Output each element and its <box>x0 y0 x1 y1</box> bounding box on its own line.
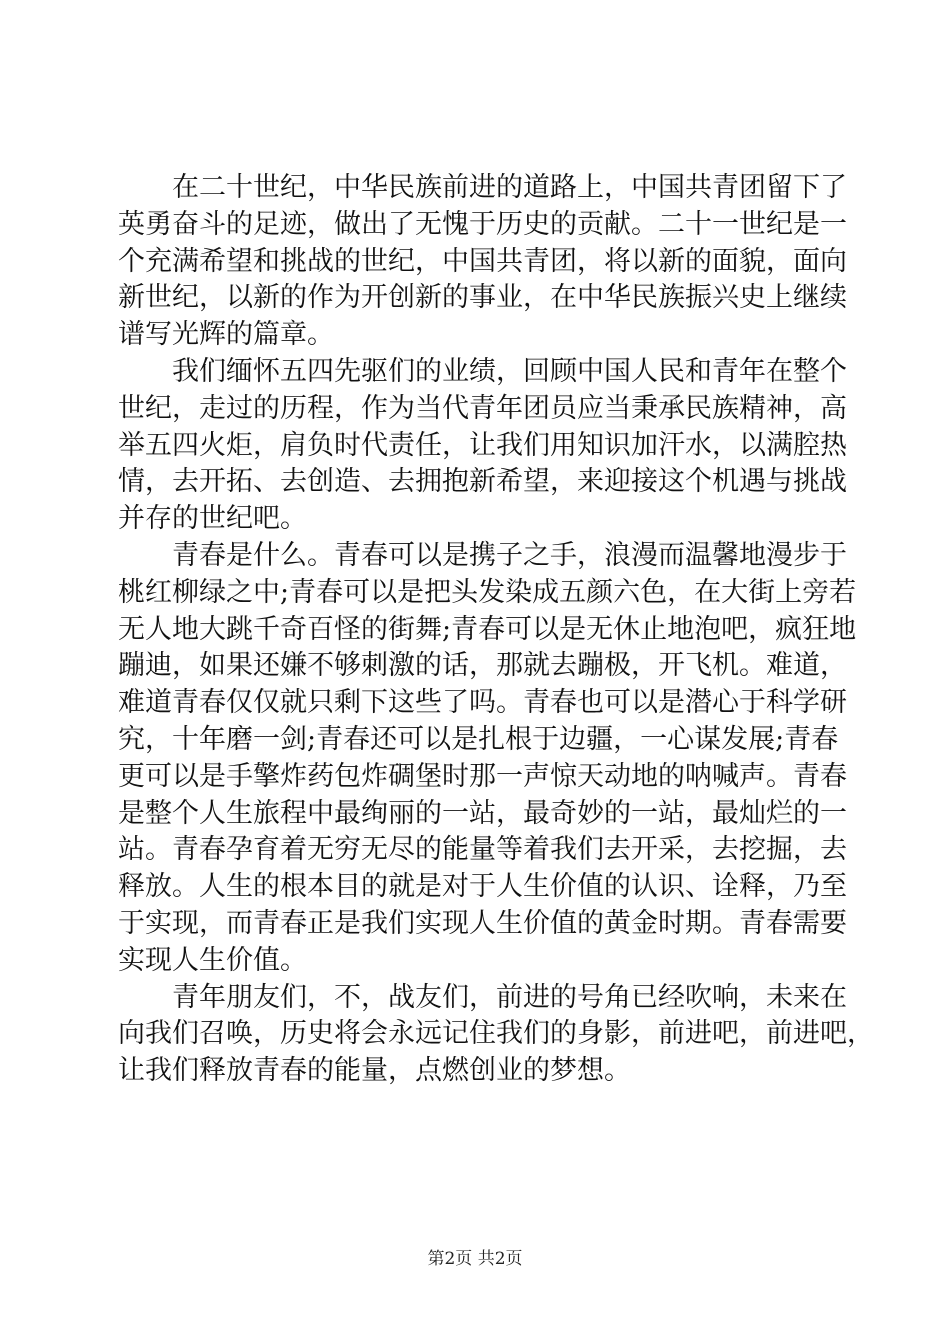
text-line: 谱写光辉的篇章。 <box>118 319 334 351</box>
paragraph-3 <box>118 538 857 980</box>
document-body <box>118 170 874 1090</box>
text-line: 站。青春孕育着无穷无尽的能量等着我们去开采，去挖掘，去 <box>118 834 847 866</box>
text-line: 蹦迪，如果还嫌不够刺激的话，那就去蹦极，开飞机。难道， <box>118 650 847 682</box>
text-line: 难道青春仅仅就只剩下这些了吗。青春也可以是潜心于科学研 <box>118 687 847 719</box>
text-line: 更可以是手擎炸药包炸碉堡时那一声惊天动地的呐喊声。青春 <box>118 760 847 792</box>
text-line: 举五四火炬，肩负时代责任，让我们用知识加汗水，以满腔热 <box>118 429 847 461</box>
text-line: 在二十世纪，中华民族前进的道路上，中国共青团留下了 <box>172 172 847 203</box>
text-line: 是整个人生旅程中最绚丽的一站，最奇妙的一站，最灿烂的一 <box>118 797 847 829</box>
text-line: 于实现，而青春正是我们实现人生价值的黄金时期。青春需要 <box>118 907 847 939</box>
text-line: 并存的世纪吧。 <box>118 503 307 535</box>
page-indicator: 第2页 共2页 <box>427 1249 523 1269</box>
text-line: 情，去开拓、去创造、去拥抱新希望，来迎接这个机遇与挑战 <box>118 466 847 498</box>
text-line: 青春是什么。青春可以是携子之手，浪漫而温馨地漫步于 <box>172 539 847 571</box>
text-line: 让我们释放青春的能量，点燃创业的梦想。 <box>118 1055 631 1087</box>
paragraph-1 <box>118 170 847 354</box>
text-line: 世纪，走过的历程，作为当代青年团员应当秉承民族精神，高 <box>118 392 847 424</box>
text-line: 究，十年磨一剑;青春还可以是扎根于边疆，一心谋发展;青春 <box>118 723 839 755</box>
paragraph-2 <box>118 354 847 538</box>
text-line: 向我们召唤，历史将会永远记住我们的身影，前进吧，前进吧， <box>118 1018 874 1050</box>
text-line: 释放。人生的根本目的就是对于人生价值的认识、诠释，乃至 <box>118 871 847 903</box>
text-line: 我们缅怀五四先驱们的业绩，回顾中国人民和青年在整个 <box>172 355 847 387</box>
paragraph-4 <box>118 980 874 1090</box>
text-line: 实现人生价值。 <box>118 944 307 976</box>
text-line: 无人地大跳千奇百怪的街舞;青春可以是无休止地泡吧，疯狂地 <box>118 613 857 645</box>
text-line: 英勇奋斗的足迹，做出了无愧于历史的贡献。二十一世纪是一 <box>118 208 847 240</box>
page-footer <box>0 1244 950 1269</box>
text-line: 个充满希望和挑战的世纪，中国共青团，将以新的面貌，面向 <box>118 245 847 277</box>
text-line: 新世纪，以新的作为开创新的事业，在中华民族振兴史上继续 <box>118 282 847 314</box>
text-line: 桃红柳绿之中;青春可以是把头发染成五颜六色，在大街上旁若 <box>118 576 857 608</box>
text-line: 青年朋友们，不，战友们，前进的号角已经吹响，未来在 <box>172 981 847 1013</box>
